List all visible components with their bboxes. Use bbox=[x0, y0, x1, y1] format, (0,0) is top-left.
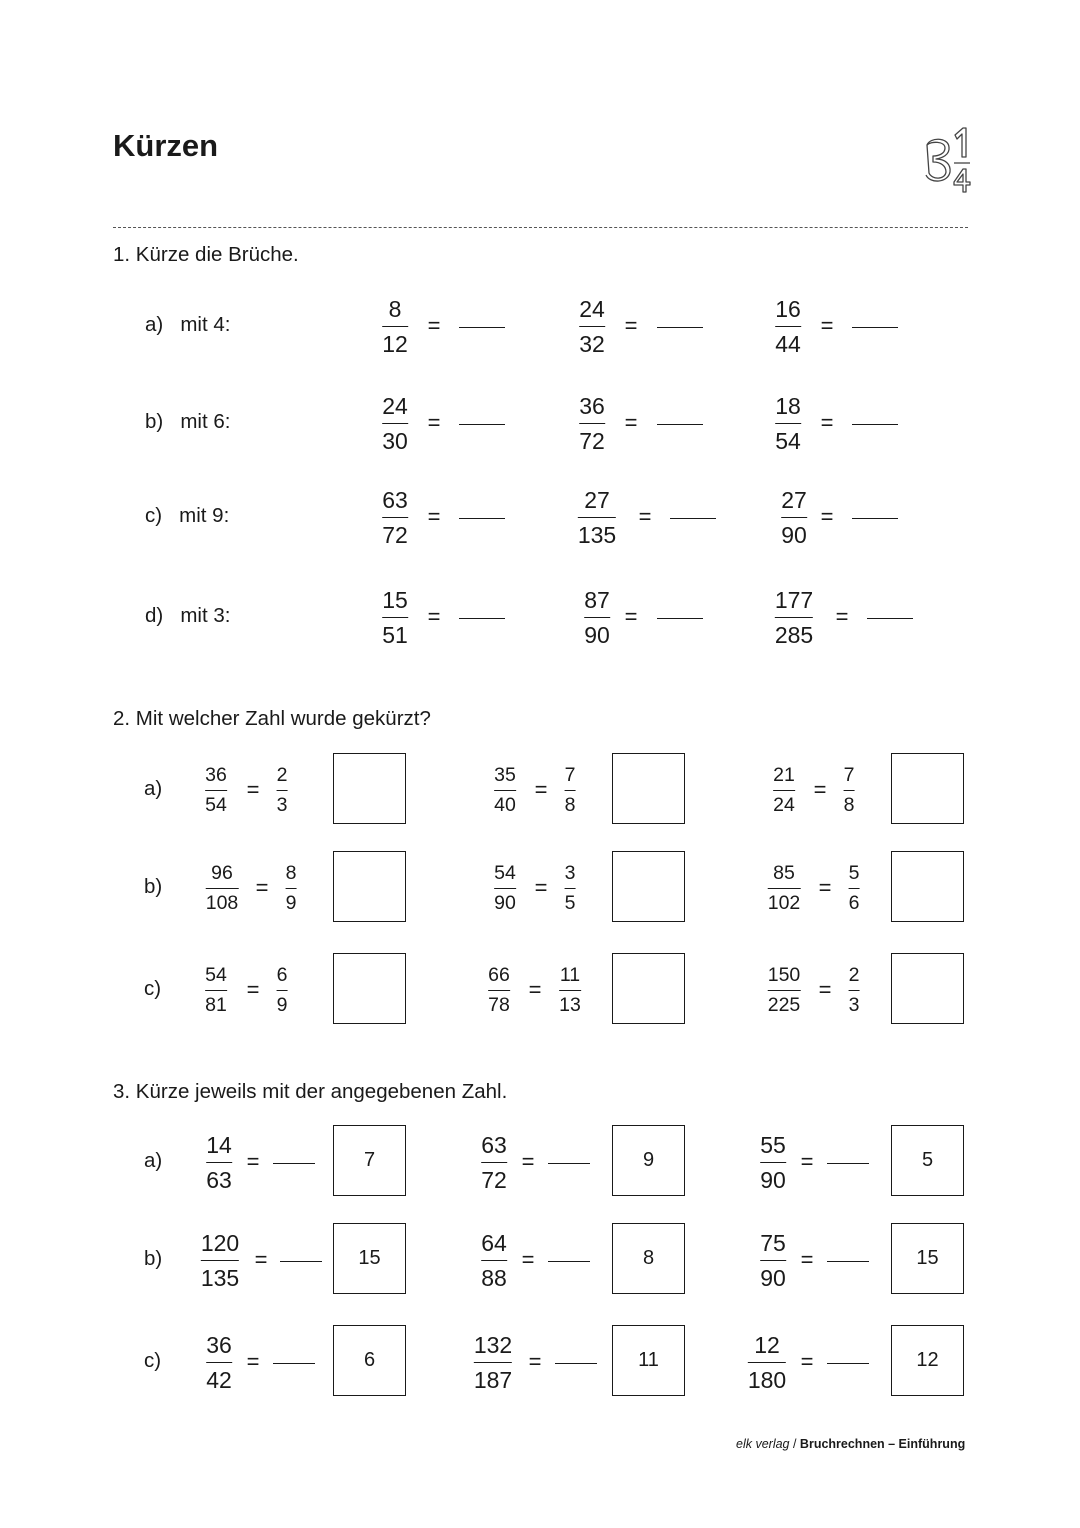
fraction-bar bbox=[205, 990, 227, 991]
section-1-row-label: d) mit 3: bbox=[145, 604, 231, 627]
numerator: 75 bbox=[760, 1230, 786, 1256]
equals-sign: = bbox=[521, 1149, 535, 1174]
footer-book: Bruchrechnen – Einführung bbox=[799, 1437, 966, 1451]
numerator: 54 bbox=[494, 862, 516, 884]
fraction bbox=[474, 1331, 512, 1394]
fraction-bar bbox=[565, 790, 576, 791]
answer-box[interactable] bbox=[891, 753, 964, 824]
denominator: 3 bbox=[848, 994, 860, 1016]
numerator: 54 bbox=[205, 964, 227, 986]
answer-line[interactable] bbox=[548, 1261, 590, 1262]
denominator: 13 bbox=[559, 994, 581, 1016]
equals-sign: = bbox=[246, 977, 260, 1002]
equals-sign: = bbox=[624, 313, 638, 338]
answer-box[interactable] bbox=[891, 851, 964, 922]
answer-line[interactable] bbox=[459, 424, 505, 425]
answer-box[interactable] bbox=[333, 953, 406, 1024]
equals-sign: = bbox=[254, 1247, 268, 1272]
original-fraction bbox=[494, 862, 516, 915]
fraction-bar bbox=[494, 888, 516, 889]
denominator: 3 bbox=[276, 794, 288, 816]
factor-box: 5 bbox=[891, 1125, 964, 1196]
denominator: 54 bbox=[205, 794, 227, 816]
fraction-bar bbox=[760, 1260, 786, 1261]
fraction-bar bbox=[277, 790, 288, 791]
numerator: 132 bbox=[473, 1332, 513, 1358]
fraction bbox=[775, 295, 801, 358]
fraction bbox=[481, 1131, 507, 1194]
section-1-row-label: b) mit 6: bbox=[145, 410, 231, 433]
reduced-fraction bbox=[565, 764, 576, 817]
equals-sign: = bbox=[427, 313, 441, 338]
numerator: 18 bbox=[775, 393, 801, 419]
fraction-bar bbox=[206, 888, 239, 889]
equals-sign: = bbox=[246, 1149, 260, 1174]
fraction-bar bbox=[382, 326, 408, 327]
footer-separator: / bbox=[789, 1437, 800, 1451]
answer-line[interactable] bbox=[459, 327, 505, 328]
factor-box: 15 bbox=[891, 1223, 964, 1294]
denominator: 90 bbox=[760, 1265, 786, 1291]
answer-line[interactable] bbox=[280, 1261, 322, 1262]
equals-sign: = bbox=[800, 1149, 814, 1174]
denominator: 72 bbox=[382, 522, 408, 548]
denominator: 24 bbox=[773, 794, 795, 816]
equals-sign: = bbox=[528, 977, 542, 1002]
section-2-heading: 2. Mit welcher Zahl wurde gekürzt? bbox=[113, 707, 431, 730]
fraction-bar bbox=[844, 790, 855, 791]
fraction-bar bbox=[579, 326, 605, 327]
numerator: 96 bbox=[211, 862, 233, 884]
denominator: 180 bbox=[747, 1367, 787, 1393]
equals-sign: = bbox=[800, 1349, 814, 1374]
numerator: 12 bbox=[754, 1332, 780, 1358]
reduced-fraction bbox=[565, 862, 576, 915]
numerator: 36 bbox=[206, 1332, 232, 1358]
numerator: 63 bbox=[382, 487, 408, 513]
numerator: 63 bbox=[481, 1132, 507, 1158]
denominator: 285 bbox=[774, 622, 814, 648]
answer-line[interactable] bbox=[555, 1363, 597, 1364]
fraction-bar bbox=[494, 790, 516, 791]
equals-sign: = bbox=[818, 977, 832, 1002]
equals-sign: = bbox=[820, 410, 834, 435]
numerator: 64 bbox=[481, 1230, 507, 1256]
numerator: 15 bbox=[382, 587, 408, 613]
equals-sign: = bbox=[521, 1247, 535, 1272]
answer-box[interactable] bbox=[612, 753, 685, 824]
numerator: 7 bbox=[843, 764, 855, 786]
denominator: 88 bbox=[481, 1265, 507, 1291]
numerator: 2 bbox=[848, 964, 860, 986]
equals-sign: = bbox=[820, 313, 834, 338]
answer-line[interactable] bbox=[670, 518, 716, 519]
fraction-bar bbox=[775, 326, 801, 327]
numerator: 2 bbox=[276, 764, 288, 786]
fraction bbox=[579, 392, 605, 455]
numerator: 85 bbox=[773, 862, 795, 884]
reduced-fraction bbox=[277, 964, 288, 1017]
fraction bbox=[781, 486, 807, 549]
section-3-row-label: c) bbox=[144, 1349, 162, 1372]
equals-sign: = bbox=[255, 875, 269, 900]
answer-line[interactable] bbox=[867, 618, 913, 619]
fraction-bar bbox=[768, 888, 801, 889]
numerator: 55 bbox=[760, 1132, 786, 1158]
fraction bbox=[760, 1229, 786, 1292]
factor-box: 7 bbox=[333, 1125, 406, 1196]
fraction-bar bbox=[286, 888, 297, 889]
factor-box: 11 bbox=[612, 1325, 685, 1396]
dashed-divider bbox=[113, 227, 968, 228]
denominator: 90 bbox=[494, 892, 516, 914]
denominator: 8 bbox=[843, 794, 855, 816]
fraction bbox=[201, 1229, 239, 1292]
denominator: 102 bbox=[767, 892, 801, 914]
original-fraction bbox=[205, 964, 227, 1017]
answer-line[interactable] bbox=[273, 1163, 315, 1164]
fraction bbox=[382, 486, 408, 549]
equals-sign: = bbox=[246, 777, 260, 802]
section-1-row-label: c) mit 9: bbox=[145, 504, 230, 527]
fraction bbox=[382, 295, 408, 358]
answer-line[interactable] bbox=[827, 1261, 869, 1262]
numerator: 36 bbox=[579, 393, 605, 419]
reduced-fraction bbox=[277, 764, 288, 817]
factor-box: 6 bbox=[333, 1325, 406, 1396]
fraction-logo bbox=[918, 118, 978, 202]
equals-sign: = bbox=[246, 1349, 260, 1374]
footer bbox=[736, 1437, 965, 1451]
section-1-heading: 1. Kürze die Brüche. bbox=[113, 243, 299, 266]
denominator: 63 bbox=[206, 1167, 232, 1193]
answer-line[interactable] bbox=[657, 327, 703, 328]
footer-publisher: elk verlag bbox=[736, 1437, 790, 1451]
numerator: 150 bbox=[767, 964, 801, 986]
reduced-fraction bbox=[286, 862, 297, 915]
original-fraction bbox=[205, 764, 227, 817]
fraction-bar bbox=[559, 990, 581, 991]
fraction-bar bbox=[768, 990, 801, 991]
denominator: 72 bbox=[481, 1167, 507, 1193]
factor-box: 15 bbox=[333, 1223, 406, 1294]
denominator: 8 bbox=[564, 794, 576, 816]
fraction-bar bbox=[781, 517, 807, 518]
numerator: 120 bbox=[200, 1230, 240, 1256]
fraction-bar bbox=[488, 990, 510, 991]
denominator: 187 bbox=[473, 1367, 513, 1393]
fraction-bar bbox=[849, 990, 860, 991]
denominator: 108 bbox=[205, 892, 239, 914]
fraction-bar bbox=[382, 423, 408, 424]
numerator: 24 bbox=[382, 393, 408, 419]
fraction-bar bbox=[578, 517, 616, 518]
answer-line[interactable] bbox=[273, 1363, 315, 1364]
numerator: 3 bbox=[564, 862, 576, 884]
section-3-row-label: a) bbox=[144, 1149, 163, 1172]
fraction bbox=[748, 1331, 786, 1394]
numerator: 66 bbox=[488, 964, 510, 986]
original-fraction bbox=[768, 964, 801, 1017]
fraction bbox=[760, 1131, 786, 1194]
fraction bbox=[584, 586, 610, 649]
denominator: 54 bbox=[775, 428, 801, 454]
answer-line[interactable] bbox=[852, 327, 898, 328]
equals-sign: = bbox=[624, 410, 638, 435]
denominator: 90 bbox=[781, 522, 807, 548]
answer-box[interactable] bbox=[333, 753, 406, 824]
denominator: 9 bbox=[276, 994, 288, 1016]
equals-sign: = bbox=[813, 777, 827, 802]
original-fraction bbox=[768, 862, 801, 915]
reduced-fraction bbox=[559, 964, 581, 1017]
denominator: 32 bbox=[579, 331, 605, 357]
answer-line[interactable] bbox=[459, 618, 505, 619]
numerator: 5 bbox=[848, 862, 860, 884]
denominator: 81 bbox=[205, 994, 227, 1016]
equals-sign: = bbox=[638, 504, 652, 529]
original-fraction bbox=[494, 764, 516, 817]
section-2-row-label: c) bbox=[144, 977, 162, 1000]
fraction-bar bbox=[206, 1162, 232, 1163]
fraction-bar bbox=[474, 1362, 512, 1363]
fraction-bar bbox=[760, 1162, 786, 1163]
equals-sign: = bbox=[800, 1247, 814, 1272]
answer-line[interactable] bbox=[852, 424, 898, 425]
factor-box: 12 bbox=[891, 1325, 964, 1396]
factor-box: 9 bbox=[612, 1125, 685, 1196]
fraction-bar bbox=[382, 617, 408, 618]
original-fraction bbox=[488, 964, 510, 1017]
section-1-row-label: a) mit 4: bbox=[145, 313, 231, 336]
denominator: 30 bbox=[382, 428, 408, 454]
equals-sign: = bbox=[818, 875, 832, 900]
answer-box[interactable] bbox=[612, 953, 685, 1024]
numerator: 7 bbox=[564, 764, 576, 786]
fraction-bar bbox=[481, 1260, 507, 1261]
answer-box[interactable] bbox=[333, 851, 406, 922]
equals-sign: = bbox=[528, 1349, 542, 1374]
denominator: 72 bbox=[579, 428, 605, 454]
equals-sign: = bbox=[427, 604, 441, 629]
denominator: 6 bbox=[848, 892, 860, 914]
equals-sign: = bbox=[427, 504, 441, 529]
section-2-row-label: b) bbox=[144, 875, 163, 898]
fraction-bar bbox=[277, 990, 288, 991]
answer-box[interactable] bbox=[612, 851, 685, 922]
equals-sign: = bbox=[534, 777, 548, 802]
numerator: 24 bbox=[579, 296, 605, 322]
denominator: 42 bbox=[206, 1367, 232, 1393]
reduced-fraction bbox=[844, 764, 855, 817]
answer-box[interactable] bbox=[891, 953, 964, 1024]
fraction-bar bbox=[481, 1162, 507, 1163]
denominator: 40 bbox=[494, 794, 516, 816]
fraction-bar bbox=[565, 888, 576, 889]
numerator: 87 bbox=[584, 587, 610, 613]
numerator: 16 bbox=[775, 296, 801, 322]
numerator: 27 bbox=[781, 487, 807, 513]
fraction bbox=[206, 1131, 232, 1194]
numerator: 14 bbox=[206, 1132, 232, 1158]
numerator: 35 bbox=[494, 764, 516, 786]
original-fraction bbox=[206, 862, 239, 915]
denominator: 44 bbox=[775, 331, 801, 357]
fraction bbox=[578, 486, 616, 549]
numerator: 8 bbox=[285, 862, 297, 884]
denominator: 90 bbox=[760, 1167, 786, 1193]
fraction bbox=[382, 392, 408, 455]
equals-sign: = bbox=[835, 604, 849, 629]
section-3-row-label: b) bbox=[144, 1247, 163, 1270]
fraction bbox=[206, 1331, 232, 1394]
denominator: 225 bbox=[767, 994, 801, 1016]
fraction-bar bbox=[584, 617, 610, 618]
answer-line[interactable] bbox=[657, 618, 703, 619]
denominator: 78 bbox=[488, 994, 510, 1016]
denominator: 51 bbox=[382, 622, 408, 648]
fraction bbox=[775, 392, 801, 455]
answer-line[interactable] bbox=[548, 1163, 590, 1164]
reduced-fraction bbox=[849, 964, 860, 1017]
answer-line[interactable] bbox=[827, 1163, 869, 1164]
fraction-bar bbox=[775, 617, 813, 618]
fraction-bar bbox=[773, 790, 795, 791]
denominator: 90 bbox=[584, 622, 610, 648]
fraction-bar bbox=[775, 423, 801, 424]
equals-sign: = bbox=[534, 875, 548, 900]
denominator: 5 bbox=[564, 892, 576, 914]
fraction bbox=[382, 586, 408, 649]
reduced-fraction bbox=[849, 862, 860, 915]
page-title: Kürzen bbox=[113, 128, 219, 163]
factor-box: 8 bbox=[612, 1223, 685, 1294]
numerator: 27 bbox=[584, 487, 610, 513]
numerator: 177 bbox=[774, 587, 814, 613]
fraction-bar bbox=[382, 517, 408, 518]
original-fraction bbox=[773, 764, 795, 817]
fraction bbox=[579, 295, 605, 358]
numerator: 11 bbox=[559, 964, 581, 986]
numerator: 21 bbox=[773, 764, 795, 786]
denominator: 9 bbox=[285, 892, 297, 914]
fraction bbox=[481, 1229, 507, 1292]
fraction bbox=[775, 586, 813, 649]
fraction-bar bbox=[205, 790, 227, 791]
equals-sign: = bbox=[427, 410, 441, 435]
denominator: 135 bbox=[200, 1265, 240, 1291]
fraction-bar bbox=[579, 423, 605, 424]
numerator: 36 bbox=[205, 764, 227, 786]
section-3-heading: 3. Kürze jeweils mit der angegebenen Zahl. bbox=[113, 1080, 508, 1103]
fraction-bar bbox=[849, 888, 860, 889]
answer-line[interactable] bbox=[459, 518, 505, 519]
numerator: 6 bbox=[276, 964, 288, 986]
denominator: 12 bbox=[382, 331, 408, 357]
equals-sign: = bbox=[820, 504, 834, 529]
fraction-bar bbox=[201, 1260, 239, 1261]
fraction-bar bbox=[748, 1362, 786, 1363]
answer-line[interactable] bbox=[827, 1363, 869, 1364]
answer-line[interactable] bbox=[657, 424, 703, 425]
answer-line[interactable] bbox=[852, 518, 898, 519]
fraction-bar bbox=[206, 1362, 232, 1363]
equals-sign: = bbox=[624, 604, 638, 629]
section-2-row-label: a) bbox=[144, 777, 163, 800]
denominator: 135 bbox=[577, 522, 617, 548]
numerator: 8 bbox=[388, 296, 402, 322]
